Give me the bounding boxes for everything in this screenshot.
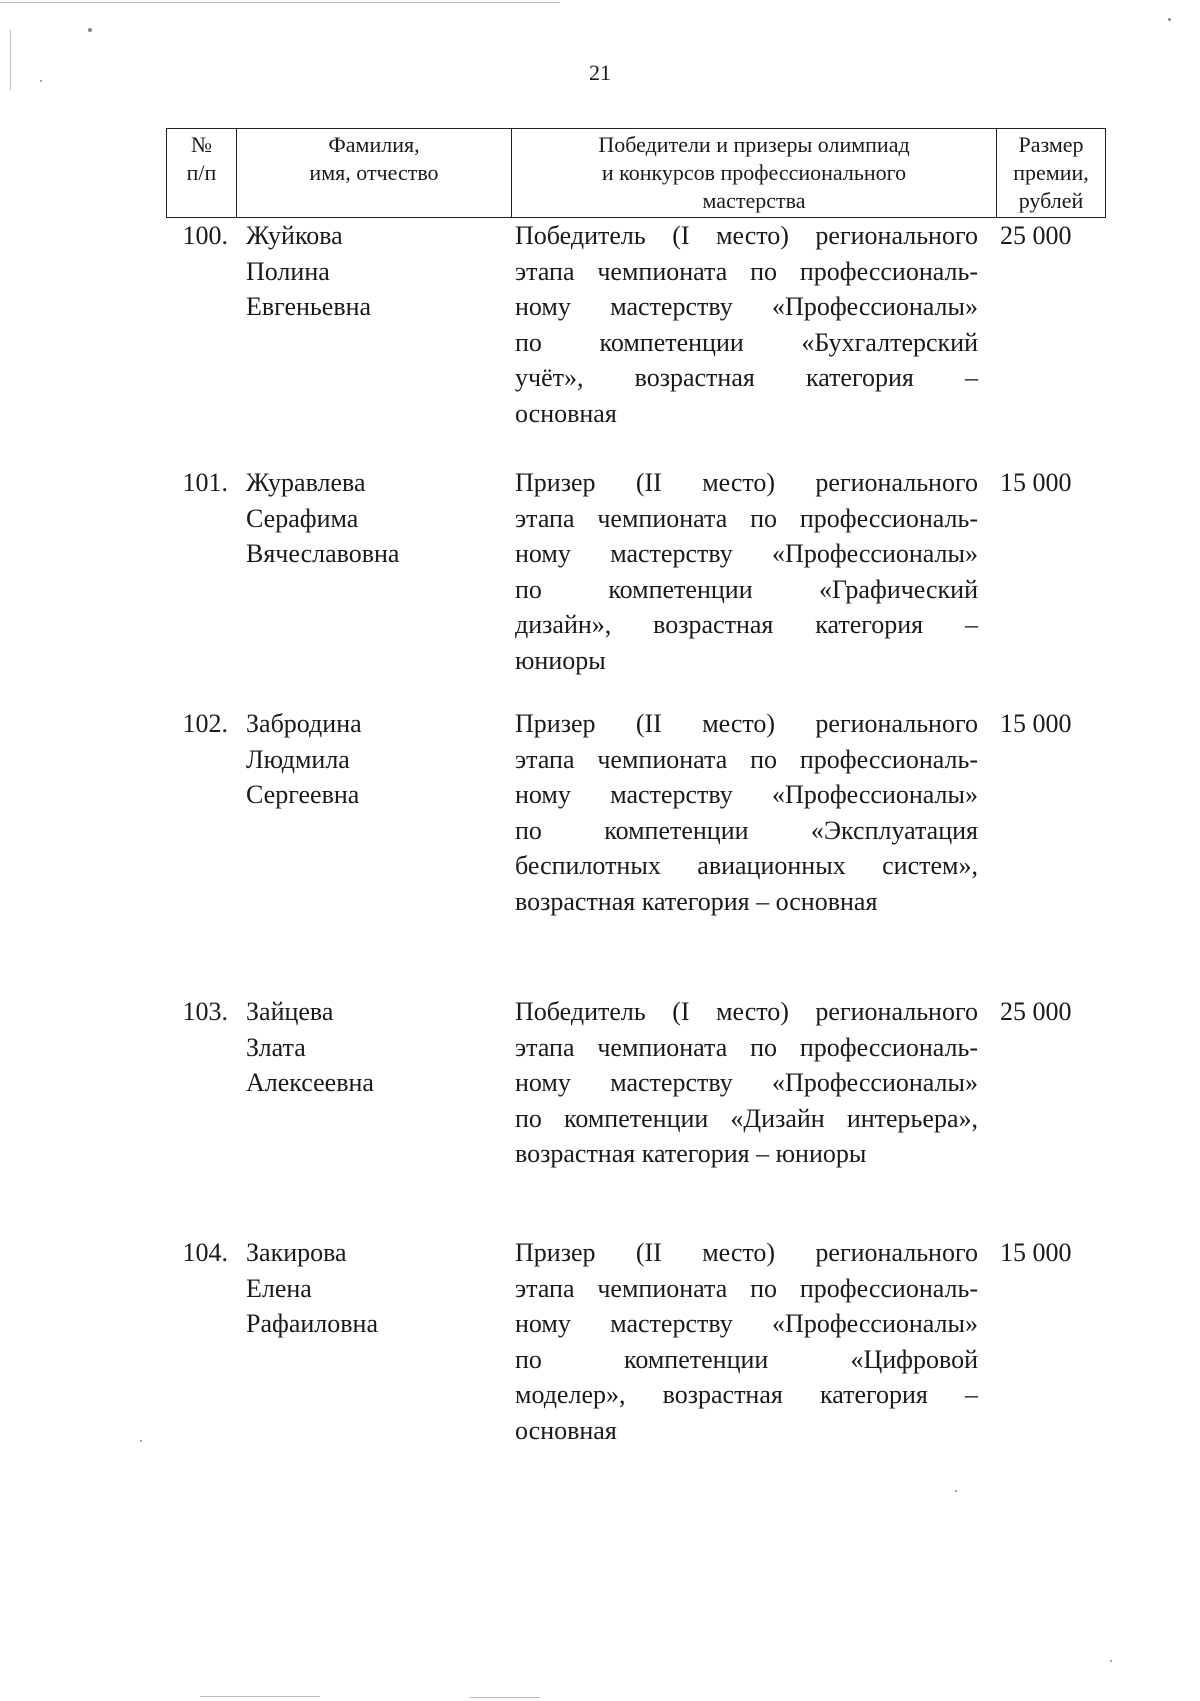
row-number: 101. [182, 468, 228, 497]
person-name [246, 706, 506, 813]
desc-line: возрастная категория – юниоры [515, 1139, 867, 1168]
person-name [246, 218, 506, 325]
award-amount: 15 000 [1000, 1238, 1072, 1267]
scan-speck [40, 80, 42, 82]
scan-edge-bottom [470, 1697, 540, 1698]
desc-line: по компетенции «Цифровой [515, 1344, 978, 1374]
patronymic: Вячеславовна [246, 539, 400, 568]
header-desc-line-1: Победители и призеры олимпиад [598, 132, 910, 157]
person-name [246, 994, 506, 1101]
header-name-line-2: имя, отчество [309, 160, 439, 185]
award-description [515, 706, 978, 919]
first-name: Серафима [246, 503, 359, 533]
desc-line: юниоры [515, 645, 606, 675]
award-amount: 15 000 [1000, 709, 1072, 738]
person-name [246, 1235, 506, 1342]
scan-speck [140, 1440, 142, 1442]
desc-line: ному мастерству «Профессионалы» [515, 539, 978, 568]
desc-line: по компетенции «Дизайн интерьера», [515, 1103, 978, 1133]
row-number: 100. [182, 221, 228, 250]
header-number-line-2: п/п [186, 160, 217, 185]
header-amount-line-3: рублей [1018, 188, 1084, 213]
award-amount: 15 000 [1000, 468, 1072, 497]
surname: Жуйкова [246, 221, 343, 250]
desc-line: ному мастерству «Профессионалы» [515, 292, 978, 321]
desc-line: ному мастерству «Профессионалы» [515, 780, 978, 809]
scan-speck [88, 28, 92, 32]
desc-line: этапа чемпионата по профессиональ- [515, 1273, 978, 1303]
desc-line: Призер (II место) регионального [515, 468, 978, 497]
desc-line: этапа чемпионата по профессиональ- [515, 503, 978, 533]
desc-line: Призер (II место) регионального [515, 709, 978, 738]
patronymic: Сергеевна [246, 780, 360, 809]
header-name-column [237, 129, 512, 217]
header-number-column [167, 129, 237, 217]
patronymic: Евгеньевна [246, 292, 372, 321]
header-description-column [512, 129, 997, 217]
desc-line: возрастная категория – основная [515, 886, 878, 916]
scan-speck [1168, 18, 1171, 21]
award-description [515, 218, 978, 431]
header-desc-line-3: мастерства [702, 188, 806, 213]
scan-speck [955, 1490, 957, 1492]
desc-line: основная [515, 398, 617, 428]
scan-speck [1110, 1660, 1112, 1662]
desc-line: этапа чемпионата по профессиональ- [515, 1032, 978, 1062]
header-desc-line-2: и конкурсов профессионального [601, 160, 907, 185]
desc-line: Призер (II место) регионального [515, 1238, 978, 1267]
award-amount: 25 000 [1000, 997, 1072, 1026]
first-name: Полина [246, 256, 330, 286]
award-description [515, 465, 978, 678]
award-amount: 25 000 [1000, 221, 1072, 250]
desc-line: дизайн», возрастная категория – [515, 610, 978, 639]
desc-line: по компетенции «Бухгалтерский [515, 327, 978, 357]
page-number: 21 [589, 60, 611, 85]
first-name: Злата [246, 1032, 306, 1062]
desc-line: Победитель (I место) регионального [515, 997, 978, 1026]
row-number: 103. [182, 997, 228, 1026]
desc-line: по компетенции «Эксплуатация [515, 815, 978, 845]
desc-line: беспилотных авиационных систем», [515, 851, 978, 880]
desc-line: ному мастерству «Профессионалы» [515, 1068, 978, 1097]
patronymic: Рафаиловна [246, 1309, 379, 1338]
patronymic: Алексеевна [246, 1068, 374, 1097]
award-description [515, 1235, 978, 1448]
header-amount-line-2: премии, [1013, 160, 1089, 185]
desc-line: по компетенции «Графический [515, 574, 978, 604]
person-name [246, 465, 506, 572]
surname: Журавлева [246, 468, 366, 497]
desc-line: этапа чемпионата по профессиональ- [515, 256, 978, 286]
header-number-line-1: № [191, 132, 212, 157]
header-amount-line-1: Размер [1018, 132, 1084, 157]
desc-line: этапа чемпионата по профессиональ- [515, 744, 978, 774]
desc-line: Победитель (I место) регионального [515, 221, 978, 250]
award-description [515, 994, 978, 1172]
desc-line: ному мастерству «Профессионалы» [515, 1309, 978, 1338]
desc-line: учёт», возрастная категория – [515, 363, 978, 392]
surname: Закирова [246, 1238, 347, 1267]
first-name: Елена [246, 1273, 312, 1303]
header-amount-column [997, 129, 1105, 217]
desc-line: основная [515, 1415, 617, 1445]
scan-edge-top [0, 2, 560, 3]
row-number: 102. [182, 709, 228, 738]
surname: Зайцева [246, 997, 334, 1026]
first-name: Людмила [246, 744, 350, 774]
row-number: 104. [182, 1238, 228, 1267]
table-header [166, 128, 1106, 218]
scan-edge-bottom [200, 1696, 320, 1697]
surname: Забродина [246, 709, 362, 738]
header-name-line-1: Фамилия, [328, 132, 420, 157]
desc-line: моделер», возрастная категория – [515, 1380, 978, 1409]
